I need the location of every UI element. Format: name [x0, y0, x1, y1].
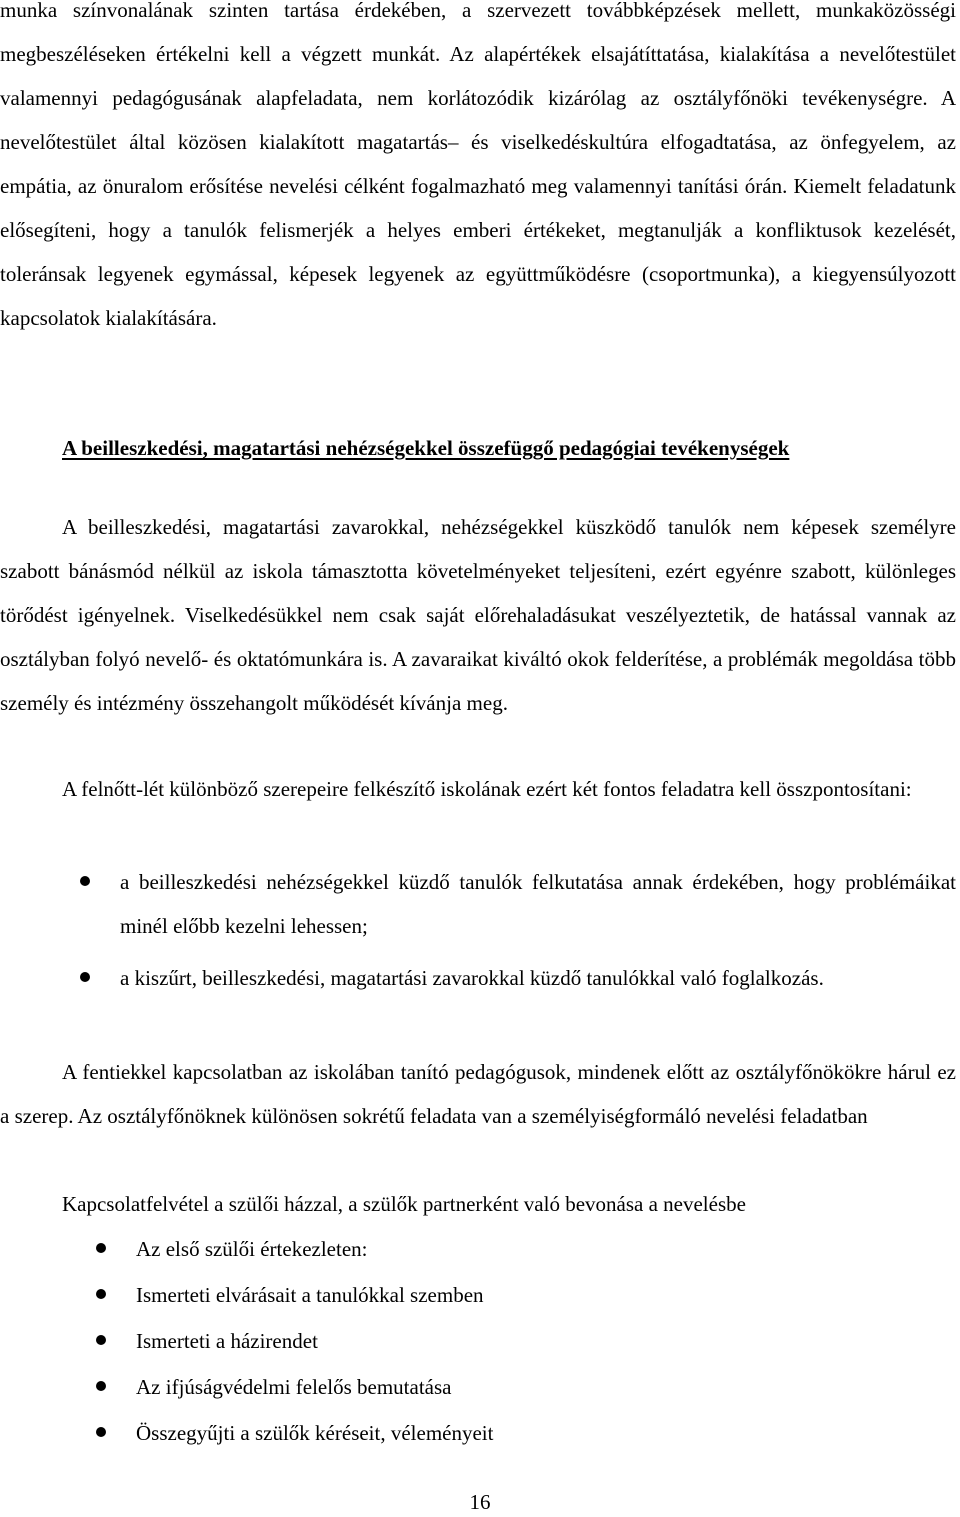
list-item — [96, 1364, 856, 1410]
list-item — [96, 1226, 856, 1272]
list-item-text: a beilleszkedési nehézségekkel küzdő tanulók felkutatása annak érdekében, hogy problémáikat minél előbb kezelni lehessen; — [120, 870, 956, 938]
list-item-text: a kiszűrt, beilleszkedési, magatartási zavarokkal küzdő tanulókkal való foglalkozás. — [120, 966, 824, 990]
list-item — [80, 956, 956, 1000]
section-heading: A beilleszkedési, magatartási nehézségekkel összefüggő pedagógiai tevékenységek — [62, 436, 790, 460]
paragraph-two-tasks: A felnőtt-lét különböző szerepeire felkészítő iskolának ezért két fontos feladatra kell összpontosítani: — [62, 777, 912, 801]
list-item — [96, 1272, 856, 1318]
list-item-text: Összegyűjti a szülők kéréseit, véleményeit — [136, 1421, 494, 1445]
list-item-text: Ismerteti elvárásait a tanulókkal szemben — [136, 1283, 484, 1307]
list-item — [96, 1410, 856, 1456]
list-item — [80, 860, 956, 948]
page-number: 16 — [469, 1490, 491, 1514]
list-item-text: Az ifjúságvédelmi felelős bemutatása — [136, 1375, 452, 1399]
bullet-icon — [96, 1381, 106, 1391]
bullet-icon — [80, 972, 90, 982]
paragraph-behavior-difficulties: A beilleszkedési, magatartási zavarokkal, nehézségekkel küszködő tanulók nem képesek személyre szabott bánásmód nélkül az iskola támasztotta követelményeket teljesíteni, ezért egyénre szabott, különleges törődést igényelnek. Viselkedésükkel nem csak saját előrehaladásukat veszélyeztetik, de hatással vannak az osztályban folyó nevelő- és oktatómunkára is. A zavaraikat kiváltó okok felderítése, a problémák megoldása több személy és intézmény összehangolt működését kívánja meg. — [0, 515, 956, 715]
bullet-icon — [96, 1427, 106, 1437]
list-item-text: Az első szülői értekezleten: — [136, 1237, 368, 1261]
parent-meeting-list — [96, 1226, 856, 1456]
task-list — [80, 860, 956, 1008]
bullet-icon — [80, 876, 90, 886]
bullet-icon — [96, 1335, 106, 1345]
list-item — [96, 1318, 856, 1364]
bullet-icon — [96, 1243, 106, 1253]
list-item-text: Ismerteti a házirendet — [136, 1329, 318, 1353]
bullet-icon — [96, 1289, 106, 1299]
paragraph-class-teacher-role: A fentiekkel kapcsolatban az iskolában tanító pedagógusok, mindenek előtt az osztályfőnökökre hárul ez a szerep. Az osztályfőnöknek különösen sokrétű feladata van a személyiségformáló nevelési feladatban — [0, 1060, 956, 1128]
paragraph-parent-contact: Kapcsolatfelvétel a szülői házzal, a szülők partnerként való bevonása a nevelésbe — [62, 1192, 746, 1216]
paragraph-values: munka színvonalának szinten tartása érdekében, a szervezett továbbképzések mellett, munkaközösségi megbeszéléseken értékelni kell a végzett munkát. Az alapértékek elsajátíttatása, kialakítása a nevelőtestület valamennyi pedagógusának alapfeladata, nem korlátozódik kizárólag az osztályfőnöki tevékenységre. A nevelőtestület által közösen kialakított magatartás– és viselkedéskultúra elfogadtatása, az önfegyelem, az empátia, az önuralom erősítése nevelési célként fogalmazható meg valamennyi tanítási órán. Kiemelt feladatunk elősegíteni, hogy a tanulók felismerjék a helyes emberi értékeket, megtanulják a konfliktusok kezelését, toleránsak legyenek egymással, képesek legyenek az együttműködésre (csoportmunka), a kiegyensúlyozott kapcsolatok kialakítására. — [0, 0, 956, 330]
